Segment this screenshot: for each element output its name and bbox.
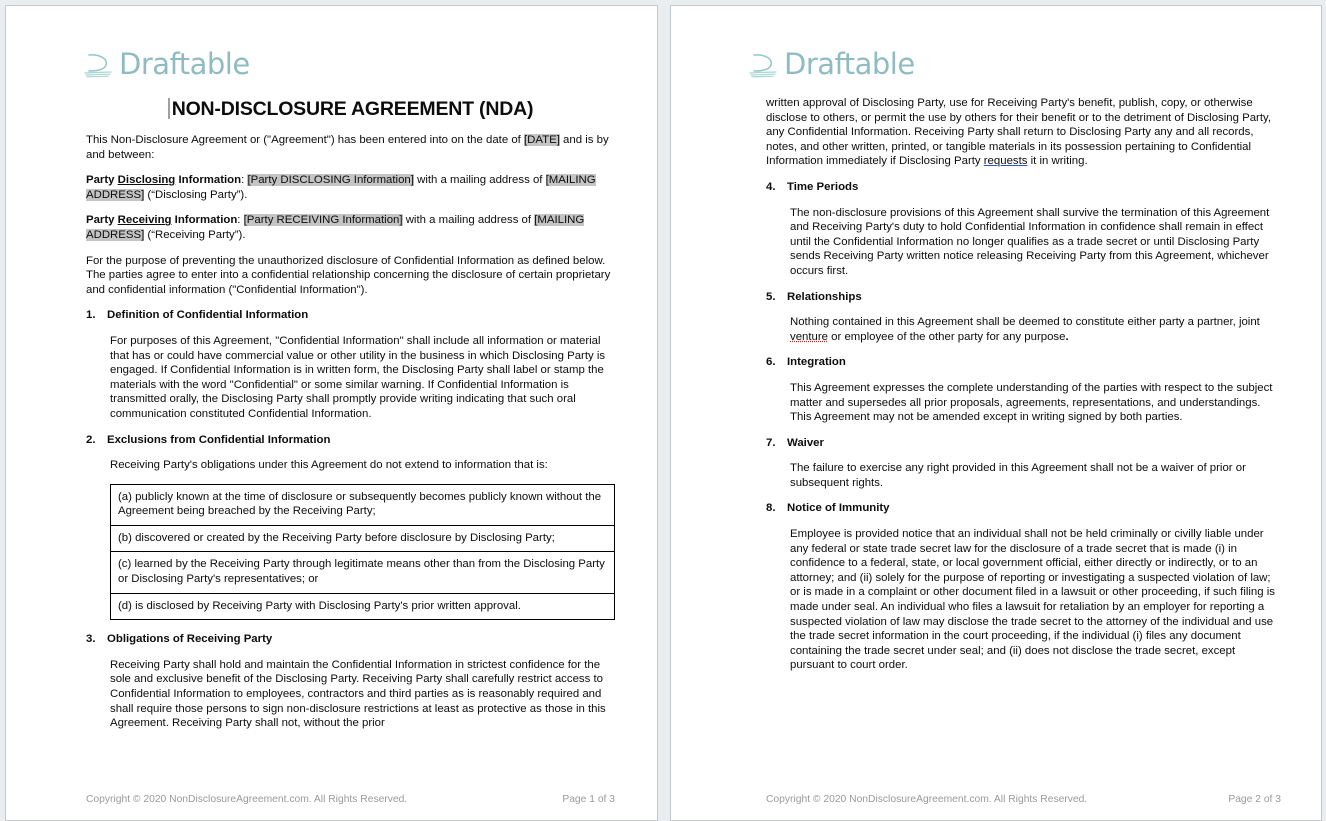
- page-1-content: [86, 98, 615, 742]
- section-title: Obligations of Receiving Party: [107, 633, 273, 646]
- document-page-2: [670, 5, 1322, 821]
- exclusion-cell-d: (d) is disclosed by Receiving Party with Disclosing Party's prior written approval.: [111, 593, 615, 620]
- section-body-4: The non-disclosure provisions of this Agreement shall survive the termination of this Agreement and Receiving Party's duty to hold Confidential Information in confidence shall remain in effect until the Confidential Information no longer qualifies as a trade secret or until Disclosing Party sends Receiving Party written notice releasing Receiving Party from this Agreement, whichever occurs first.: [790, 206, 1270, 277]
- page-title: [86, 98, 615, 119]
- draftable-logo: [749, 47, 915, 81]
- section-number: 4.: [766, 180, 776, 193]
- footer-page-number: Page 2 of 3: [1228, 794, 1281, 805]
- exclusion-cell-b: (b) discovered or created by the Receiving Party before disclosure by Disclosing Party;: [111, 525, 615, 552]
- section-body-3: Receiving Party shall hold and maintain the Confidential Information in strictest confidence for the sole and exclusive benefit of the Disclosing Party. Receiving Party shall carefully restrict access to Confidential Information to employees, contractors and third parties as is reasonably required and shall require those persons to sign non-disclosure restrictions at least as protective as those in this Agreement. Receiving Party shall not, without the prior: [110, 658, 606, 730]
- section-number: 2.: [86, 433, 96, 446]
- section-number: 5.: [766, 290, 776, 303]
- continuation-text-part1: written approval of Disclosing Party, use for Receiving Party's benefit, publish, copy, or otherwise disclose to others, or permit the use by others for their benefit or to the detriment of Disclosing Party, any Confidential Information. Receiving Party shall return to Disclosing Party any and all records, notes, and other written, printed, or tangible materials in its possession pertaining to Confidential Information immediately if Disclosing Party: [766, 97, 1272, 168]
- section-title: Time Periods: [787, 180, 859, 193]
- disclosing-party-placeholder: [Party DISCLOSING Information]: [247, 174, 414, 187]
- footer-copyright: Copyright © 2020 NonDisclosureAgreement.com. All Rights Reserved.: [766, 794, 1088, 805]
- section-number: 8.: [766, 502, 776, 515]
- section-number: 3.: [86, 633, 96, 646]
- receiving-party-paragraph: Party Receiving Information: [Party RECEIVING Information] with a mailing address of [MAILING ADDRESS] (“Receiving Party”).: [86, 214, 585, 241]
- section-number: 7.: [766, 436, 776, 449]
- table-row: [111, 484, 615, 525]
- table-row: [111, 593, 615, 620]
- document-page-1: [5, 5, 658, 821]
- section-heading-7: [766, 436, 1281, 451]
- section-title: Definition of Confidential Information: [107, 309, 309, 322]
- section-body-8: Employee is provided notice that an individual shall not be held criminally or civilly liable under any federal or state trade secret law for the disclosure of a trade secret that is made (i) in confidence to a federal, state, or local government official, either directly or indirectly, or to an attorney; and (ii) solely for the purpose of reporting or investigating a suspected violation of law; or is made in a complaint or other document filed in a lawsuit or other proceeding, if such filing is made under seal. An individual who files a lawsuit for retaliation by an employer for reporting a suspected violation of law may disclose the trade secret to the attorney of the individual and use the trade secret information in the court proceeding, if the individual (i) files any document containing the trade secret under seal; and (ii) does not disclose the trade secret, except pursuant to court order.: [790, 528, 1275, 672]
- footer-page-number: Page 1 of 3: [562, 794, 615, 805]
- section-body-7: The failure to exercise any right provided in this Agreement shall not be a waiver of prior or subsequent rights.: [790, 462, 1246, 489]
- spellcheck-word-venture: venture: [790, 330, 828, 343]
- continuation-text-part2: it in writing.: [1027, 155, 1088, 168]
- section-body-2: Receiving Party's obligations under this Agreement do not extend to information that is:: [110, 459, 548, 472]
- table-row: [111, 525, 615, 552]
- section-number: 6.: [766, 356, 776, 369]
- section-title: Exclusions from Confidential Information: [107, 433, 331, 446]
- footer-copyright: Copyright © 2020 NonDisclosureAgreement.com. All Rights Reserved.: [86, 794, 408, 805]
- disclosing-keyword: Disclosing: [117, 174, 176, 187]
- intro-paragraph: [86, 133, 615, 162]
- receiving-party-placeholder: [Party RECEIVING Information]: [243, 214, 403, 227]
- intro-lead: This Non-Disclosure Agreement or ("Agreement") has been entered into on the date of: [86, 134, 525, 146]
- date-placeholder: [DATE]: [524, 134, 560, 146]
- section-title: Integration: [787, 356, 846, 369]
- receiving-address-placeholder: [MAILING ADDRESS]: [86, 214, 585, 241]
- exclusions-table: [110, 484, 615, 621]
- section-heading-2: [86, 433, 615, 448]
- section-body-1: For purposes of this Agreement, "Confidential Information" shall include all information or material that has or could have commercial value or other utility in the business in which Disclosing Party is engaged. If Confidential Information is in written form, the Disclosing Party shall label or stamp the materials with the word "Confidential" or some similar warning. If Confidential Information is transmitted orally, the Disclosing Party shall promptly provide writing indicating that such oral communication constituted Confidential Information.: [110, 334, 606, 420]
- draftable-swoosh-icon: [84, 51, 114, 79]
- brand-name: Draftable: [784, 47, 915, 81]
- section-heading-4: [766, 180, 1281, 195]
- section-heading-1: [86, 308, 615, 323]
- purpose-paragraph: For the purpose of preventing the unauthorized disclosure of Confidential Information as defined below. The parties agree to enter into a confidential relationship concerning the disclosure of certain proprietary and confidential information ("Confidential Information").: [86, 254, 611, 296]
- text-caret: [168, 98, 170, 119]
- draftable-swoosh-icon: [749, 51, 779, 79]
- page-2-footer: [766, 794, 1281, 805]
- section-heading-8: [766, 501, 1281, 516]
- page-2-content: [766, 96, 1281, 684]
- disclosing-address-placeholder: [MAILING ADDRESS]: [86, 174, 596, 201]
- section-heading-6: [766, 355, 1281, 370]
- section-body-5: Nothing contained in this Agreement shall be deemed to constitute either party a partner, joint venture or employee of the other party for any purpose.: [790, 316, 1260, 343]
- section-number: 1.: [86, 309, 96, 322]
- brand-name: Draftable: [119, 47, 250, 81]
- section-title: Relationships: [787, 290, 862, 303]
- intro-tail: and is by and between:: [86, 134, 609, 161]
- page-1-footer: [86, 794, 615, 805]
- section-title: Waiver: [787, 436, 824, 449]
- exclusion-cell-c: (c) learned by the Receiving Party through legitimate means other than from the Disclosing Party or Disclosing Party's representatives; or: [111, 552, 615, 593]
- section-heading-5: [766, 290, 1281, 305]
- section-title: Notice of Immunity: [787, 502, 890, 515]
- page-title-text: NON-DISCLOSURE AGREEMENT (NDA): [171, 98, 534, 120]
- disclosing-party-paragraph: Party Disclosing Information: [Party DISCLOSING Information] with a mailing address of [MAILING ADDRESS] (“Disclosing Party”).: [86, 174, 596, 201]
- receiving-keyword: Receiving: [117, 214, 172, 227]
- table-row: [111, 552, 615, 593]
- continuation-paragraph: [766, 96, 1281, 169]
- exclusion-cell-a: (a) publicly known at the time of disclosure or subsequently becomes publicly known without the Agreement being breached by the Receiving Party;: [111, 484, 615, 525]
- section-body-6: This Agreement expresses the complete understanding of the parties with respect to the subject matter and supersedes all prior proposals, agreements, representations, and understandings. This Agreement may not be amended except in writing signed by both parties.: [790, 381, 1273, 424]
- spellcheck-word-requests: requests: [983, 155, 1028, 168]
- draftable-logo: [84, 47, 250, 81]
- section-heading-3: [86, 632, 615, 647]
